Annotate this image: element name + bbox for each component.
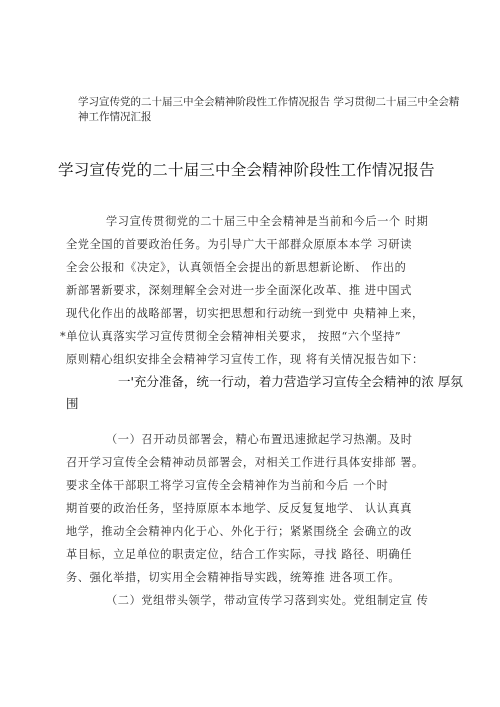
body-line: 革目标，立足单位的职责定位，结合工作实际，寻找 路径、明确任 — [66, 548, 412, 561]
section-heading: 围 — [66, 396, 79, 411]
intro-line: *单位认真落实学习宣传贯彻全会精神相关要求， 按照“六个坚持” — [60, 330, 402, 343]
intro-line: 全党全国的首要政治任务。为引导广大干部群众原原本本学 习研读 — [66, 238, 412, 251]
intro-line: 学习宣传贯彻党的二十届三中全会精神是当前和今后一个 时期 — [106, 215, 429, 228]
body-line: 务、强化举措，切实用全会精神指导实践，统筹推 进各项工作。 — [66, 571, 401, 584]
body-line: （二）党组带头领学，带动宣传学习落到实处。党组制定宣 传 — [106, 594, 429, 607]
body-line: （一）召开动员部署会，精心布置迅速掀起学习热潮。及时 — [106, 433, 413, 446]
body-line: 召开学习宣传全会精神动员部署会，对相关工作进行具体安排部 署。 — [66, 456, 424, 469]
header-line-1: 学习宣传党的二十届三中全会精神阶段性工作情况报告 学习贯彻二十届三中全会精 — [78, 96, 460, 108]
body-line: 期首要的政治任务，坚持原原本本地学、反反复复地学、 认认真真 — [66, 502, 412, 515]
header-line-2: 神工作情况汇报 — [78, 111, 152, 123]
intro-line: 新部署新要求，深刻理解全会对进一步全面深化改革、推 进中国式 — [66, 284, 412, 297]
section-heading: 一'充分准备，统一行动，着力营造学习宣传全会精神的浓 厚氛 — [118, 374, 463, 389]
body-line: 地学，推动全会精神内化于心、外化于行；紧紧围绕全 会确立的改 — [66, 525, 412, 538]
body-line: 要求全体干部职工将学习宣传全会精神作为当前和今后 一个时 — [66, 479, 389, 492]
intro-line: 原则精心组织安排全会精神学习宣传工作，现 将有关情况报告如下： — [66, 353, 424, 366]
intro-line: 现代化作出的战略部署，切实把思想和行动统一到党中 央精神上来， — [66, 307, 424, 320]
document-title: 学习宣传党的二十届三中全会精神阶段性工作情况报告 — [58, 161, 435, 179]
intro-line: 全会公报和《决定》，认真领悟全会提出的新思想新论断、 作出的 — [66, 261, 407, 274]
